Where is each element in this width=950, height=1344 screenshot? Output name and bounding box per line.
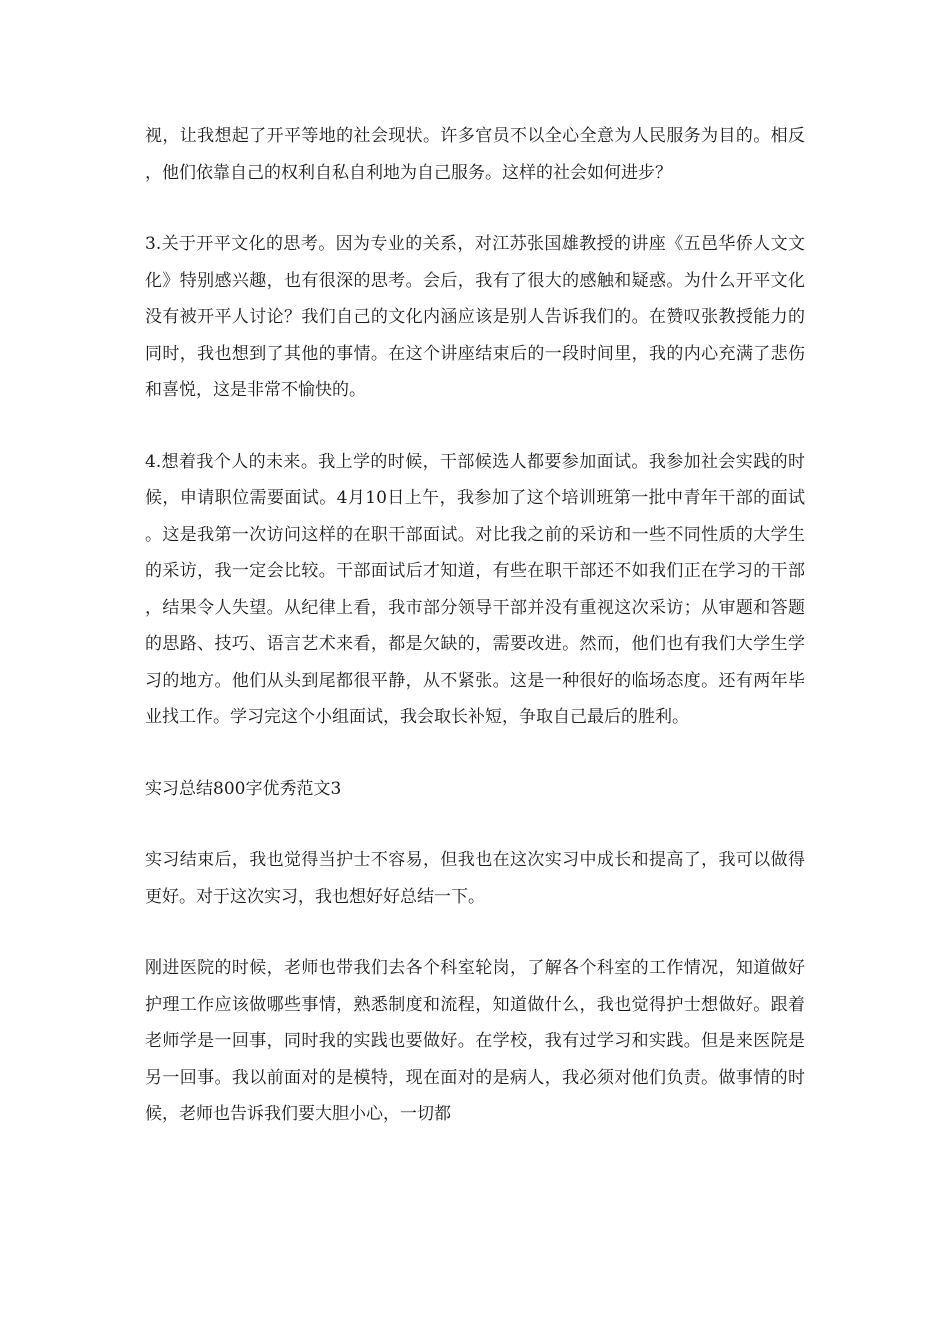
document-body: [145, 118, 805, 1168]
paragraph-2: 3.关于开平文化的思考。因为专业的关系，对江苏张国雄教授的讲座《五邑华侨人文文化》特别感兴趣，也有很深的思考。会后，我有了很大的感触和疑惑。为什么开平文化没有被开平人讨论？我们自己的文化内涵应该是别人告诉我们的。在赞叹张教授能力的同时，我也想到了其他的事情。在这个讲座结束后的一段时间里，我的内心充满了悲伤和喜悦，这是非常不愉快的。: [145, 234, 805, 400]
paragraph-5: 刚进医院的时候，老师也带我们去各个科室轮岗，了解各个科室的工作情况，知道做好护理工作应该做哪些事情，熟悉制度和流程，知道做什么，我也觉得护士想做好。跟着老师学是一回事，同时我的实践也要做好。在学校，我有过学习和实践。但是来医院是另一回事。我以前面对的是模特，现在面对的是病人，我必须对他们负责。做事情的时候，老师也告诉我们要大胆小心，一切都: [145, 958, 805, 1124]
paragraph-1: 视，让我想起了开平等地的社会现状。许多官员不以全心全意为人民服务为目的。相反，他们依靠自己的权利自私自利地为自己服务。这样的社会如何进步？: [145, 126, 805, 183]
section-heading: 实习总结800字优秀范文3: [145, 778, 342, 799]
paragraph-4: 实习结束后，我也觉得当护士不容易，但我也在这次实习中成长和提高了，我可以做得更好。对于这次实习，我也想好好总结一下。: [145, 850, 805, 907]
paragraph-3: 4.想着我个人的未来。我上学的时候，干部候选人都要参加面试。我参加社会实践的时候，申请职位需要面试。4月10日上午，我参加了这个培训班第一批中青年干部的面试。这是我第一次访问这样的在职干部面试。对比我之前的采访和一些不同性质的大学生的采访，我一定会比较。干部面试后才知道，有些在职干部还不如我们正在学习的干部，结果令人失望。从纪律上看，我市部分领导干部并没有重视这次采访；从审题和答题的思路、技巧、语言艺术来看，都是欠缺的，需要改进。然而，他们也有我们大学生学习的地方。他们从头到尾都很平静，从不紧张。这是一种很好的临场态度。还有两年毕业找工作。学习完这个小组面试，我会取长补短，争取自己最后的胜利。: [145, 451, 805, 727]
